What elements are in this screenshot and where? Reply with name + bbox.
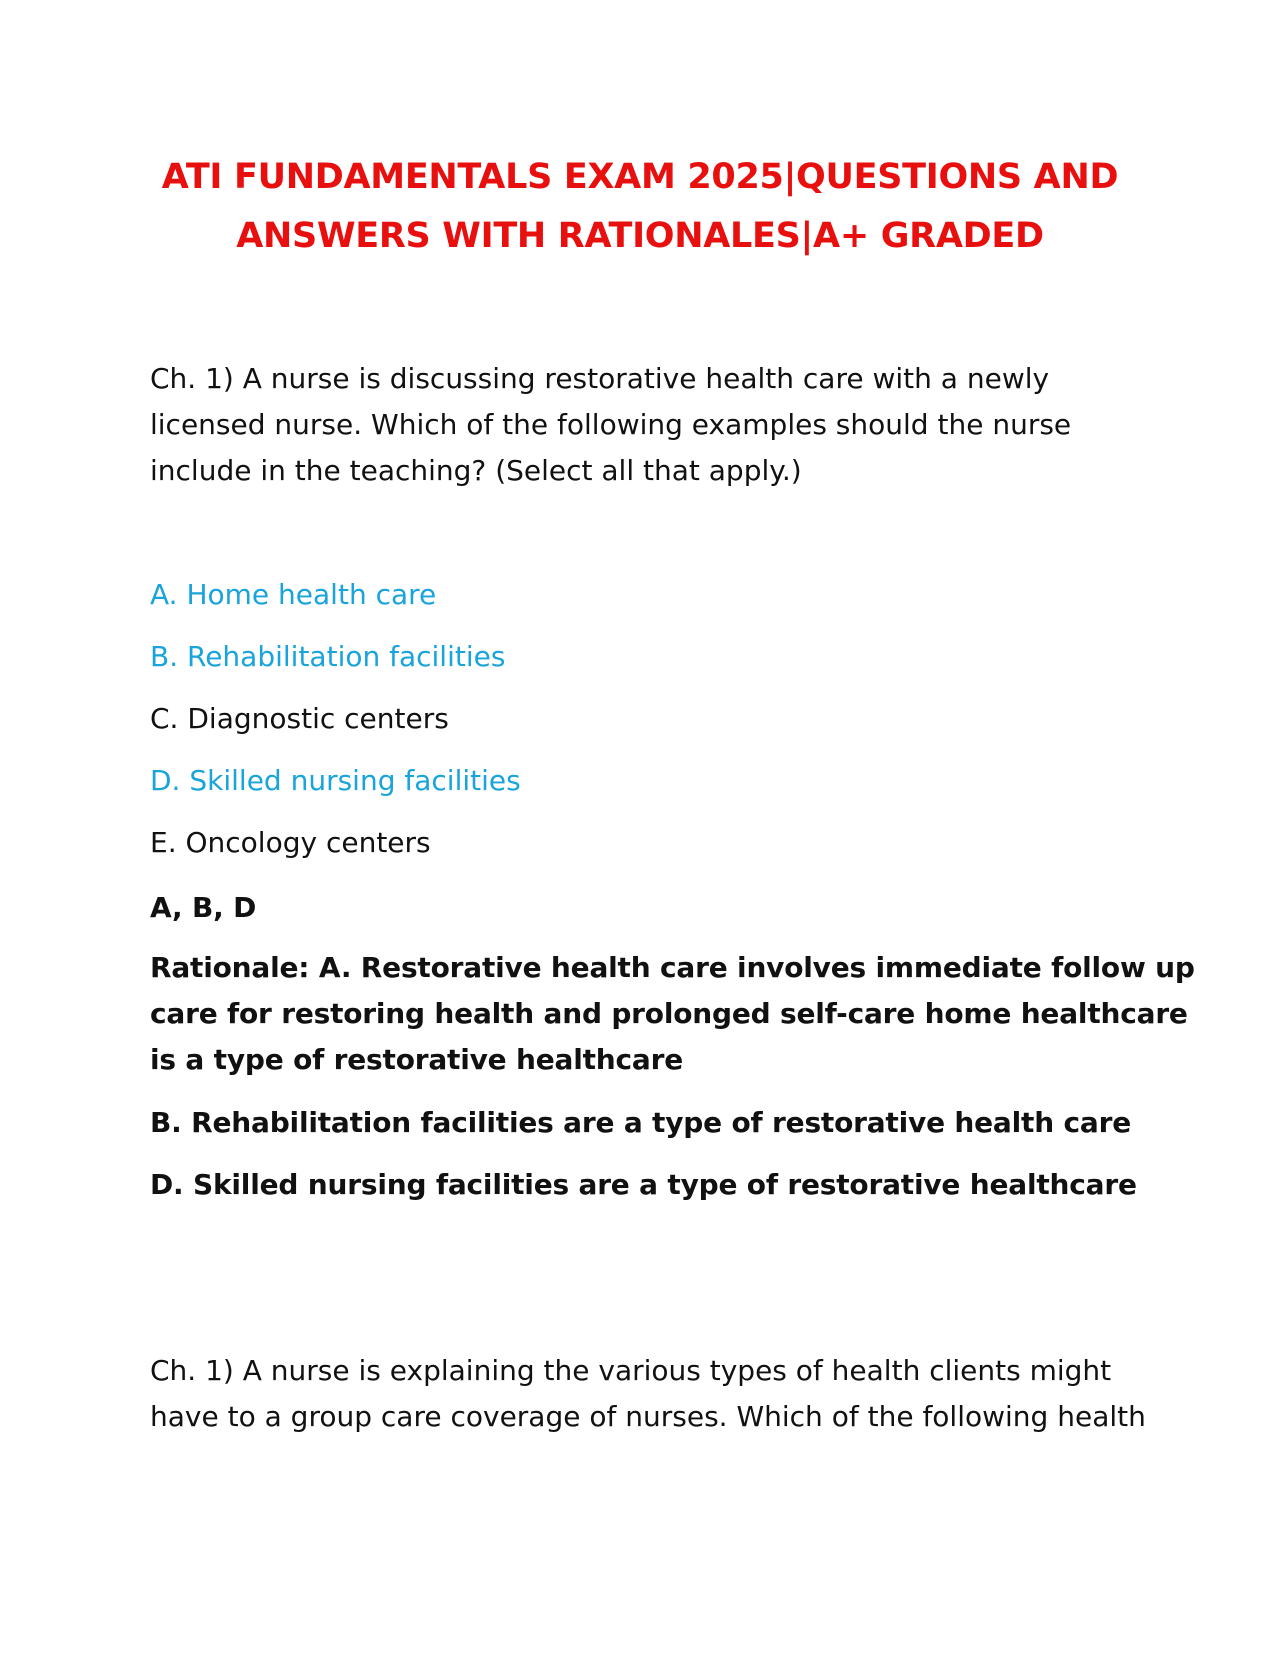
option-b: B. Rehabilitation facilities <box>150 640 506 673</box>
document-title <box>150 148 1130 266</box>
option-c: C. Diagnostic centers <box>150 702 449 735</box>
question-1-line: include in the teaching? (Select all that apply.) <box>150 454 802 487</box>
question-2-stem <box>150 1348 1146 1440</box>
rationale-a-line: is a type of restorative healthcare <box>150 1043 684 1076</box>
question-2-line: Ch. 1) A nurse is explaining the various types of health clients might <box>150 1354 1112 1387</box>
rationale-d: D. Skilled nursing facilities are a type of restorative healthcare <box>150 1168 1137 1201</box>
rationale-b: B. Rehabilitation facilities are a type of restorative health care <box>150 1106 1131 1139</box>
question-1-line: Ch. 1) A nurse is discussing restorative health care with a newly <box>150 362 1050 395</box>
rationale-a <box>150 945 1195 1083</box>
question-1-stem <box>150 356 1140 494</box>
rationale-a-line: care for restoring health and prolonged self-care home healthcare <box>150 997 1188 1030</box>
question-2-line: have to a group care coverage of nurses. Which of the following health <box>150 1400 1146 1433</box>
answer-key: A, B, D <box>150 891 257 924</box>
rationale-a-line: Rationale: A. Restorative health care involves immediate follow up <box>150 951 1195 984</box>
option-a: A. Home health care <box>150 578 437 611</box>
question-1-line: licensed nurse. Which of the following examples should the nurse <box>150 408 1072 441</box>
option-e: E. Oncology centers <box>150 826 431 859</box>
title-line-2: ANSWERS WITH RATIONALES|A+ GRADED <box>236 216 1044 256</box>
title-line-1: ATI FUNDAMENTALS EXAM 2025|QUESTIONS AND <box>161 157 1119 197</box>
option-d: D. Skilled nursing facilities <box>150 764 521 797</box>
